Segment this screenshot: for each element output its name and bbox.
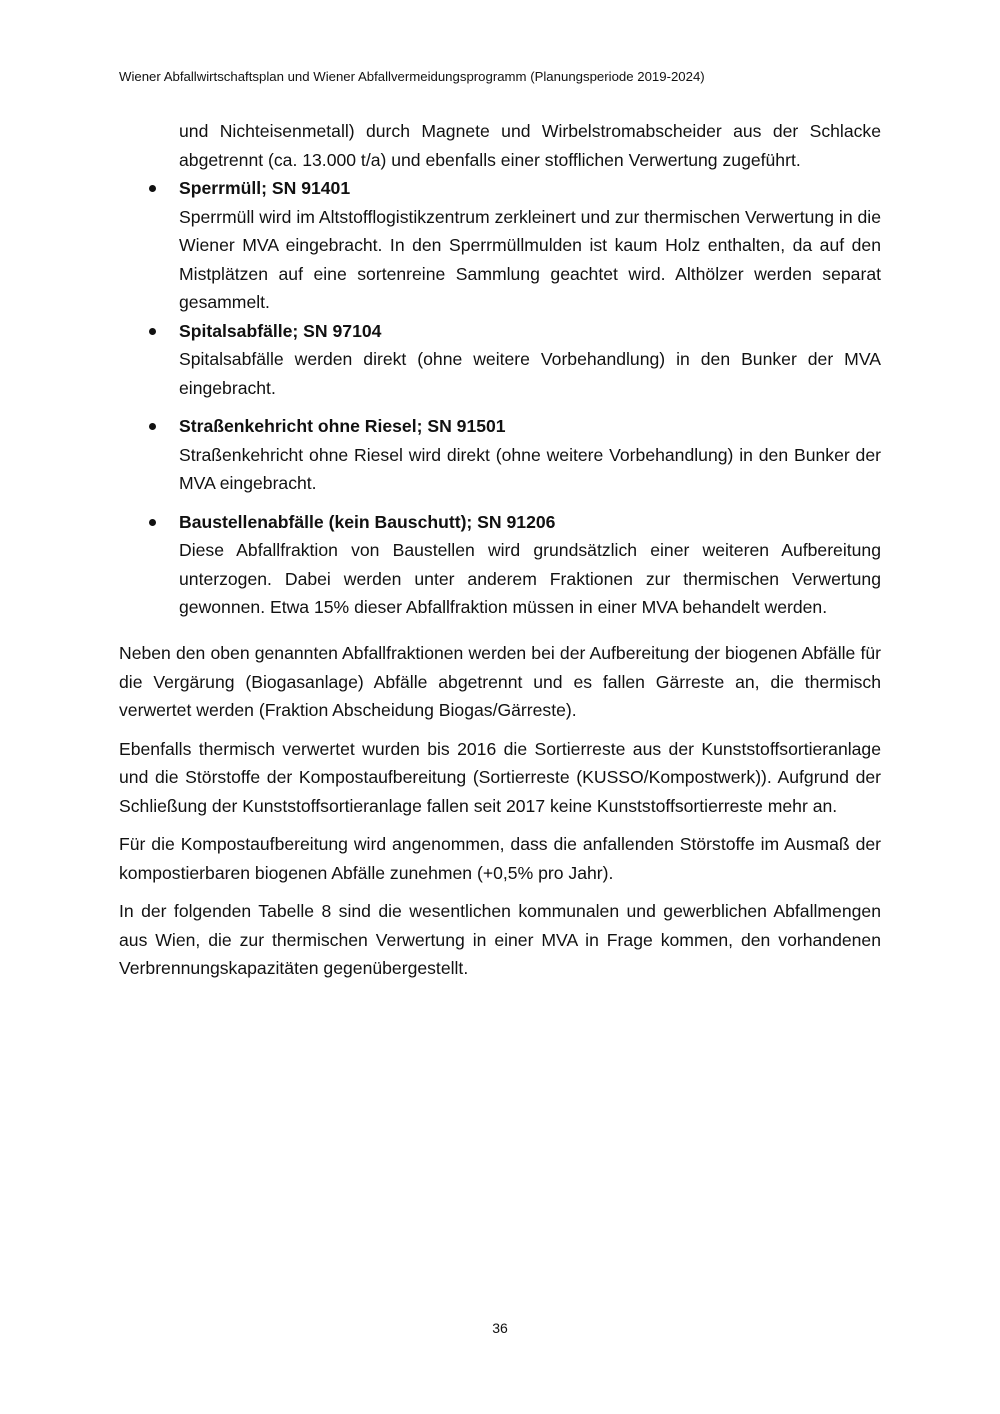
list-item-title: Straßenkehricht ohne Riesel; SN 91501 bbox=[179, 416, 506, 436]
continuation-paragraph: und Nichteisenmetall) durch Magnete und Wirbelstromabscheider aus der Schlacke abgetrennt (ca. 13.000 t/a) und ebenfalls einer stofflichen Verwertung zugeführt. bbox=[179, 121, 881, 170]
list-item-title: Sperrmüll; SN 91401 bbox=[179, 178, 351, 198]
list-item-baustellenabfaelle bbox=[119, 508, 881, 622]
paragraph-compost-processing: Für die Kompostaufbereitung wird angenommen, dass die anfallenden Störstoffe im Ausmaß der kompostierbaren biogenen Abfälle zunehmen (+0,5% pro Jahr). bbox=[119, 834, 881, 883]
list-item-sperrmuell bbox=[119, 174, 881, 317]
list-item-spitalsabfaelle bbox=[119, 317, 881, 403]
paragraph-biogenic-waste: Neben den oben genannten Abfallfraktionen werden bei der Aufbereitung der biogenen Abfälle für die Vergärung (Biogasanlage) Abfälle abgetrennt und es fallen Gärreste an, die thermisch verwertet werden (Fraktion Abscheidung Biogas/Gärreste). bbox=[119, 643, 881, 720]
waste-fraction-list bbox=[119, 174, 881, 622]
list-item-text: Spitalsabfälle werden direkt (ohne weitere Vorbehandlung) in den Bunker der MVA eingebracht. bbox=[179, 349, 881, 398]
bullet-icon bbox=[149, 328, 156, 335]
list-item-title: Baustellenabfälle (kein Bauschutt); SN 91206 bbox=[179, 511, 556, 532]
list-item-text: Straßenkehricht ohne Riesel wird direkt (ohne weitere Vorbehandlung) in den Bunker der MVA eingebracht. bbox=[179, 444, 881, 493]
list-item-text: Sperrmüll wird im Altstofflogistikzentrum zerkleinert und zur thermischen Verwertung in die Wiener MVA eingebracht. In den Sperrmüllmulden ist kaum Holz enthalten, da auf den Mistplätzen auf eine sortenreine Sammlung geachtet wird. Althölzer werden separat gesammelt. bbox=[179, 206, 881, 312]
body-paragraphs bbox=[119, 639, 881, 993]
bullet-icon bbox=[149, 423, 156, 430]
list-item-title: Spitalsabfälle; SN 97104 bbox=[179, 320, 382, 341]
paragraph-table-reference: In der folgenden Tabelle 8 sind die wesentlichen kommunalen und gewerblichen Abfallmengen aus Wien, die zur thermischen Verwertung in einer MVA in Frage kommen, den vorhandenen Verbrennungskapazitäten gegenübergestellt. bbox=[119, 901, 881, 978]
list-item-strassenkehricht bbox=[119, 412, 881, 498]
running-header: Wiener Abfallwirtschaftsplan und Wiener Abfallvermeidungsprogramm (Planungsperiode 2019-2024) bbox=[119, 69, 705, 84]
bullet-icon bbox=[149, 185, 156, 192]
page-number: 36 bbox=[492, 1320, 508, 1336]
paragraph-sorting-residues: Ebenfalls thermisch verwertet wurden bis 2016 die Sortierreste aus der Kunststoffsortieranlage und die Störstoffe der Kompostaufbereitung (Sortierreste (KUSSO/Kompostwerk)). Aufgrund der Schließung der Kunststoffsortieranlage fallen seit 2017 keine Kunststoffsortierreste mehr an. bbox=[119, 738, 881, 816]
list-item-text: Diese Abfallfraktion von Baustellen wird grundsätzlich einer weiteren Aufbereitung unterzogen. Dabei werden unter anderem Fraktionen zur thermischen Verwertung gewonnen. Etwa 15% dieser Abfallfraktion müssen in einer MVA behandelt werden. bbox=[179, 540, 881, 617]
bullet-icon bbox=[149, 519, 156, 526]
